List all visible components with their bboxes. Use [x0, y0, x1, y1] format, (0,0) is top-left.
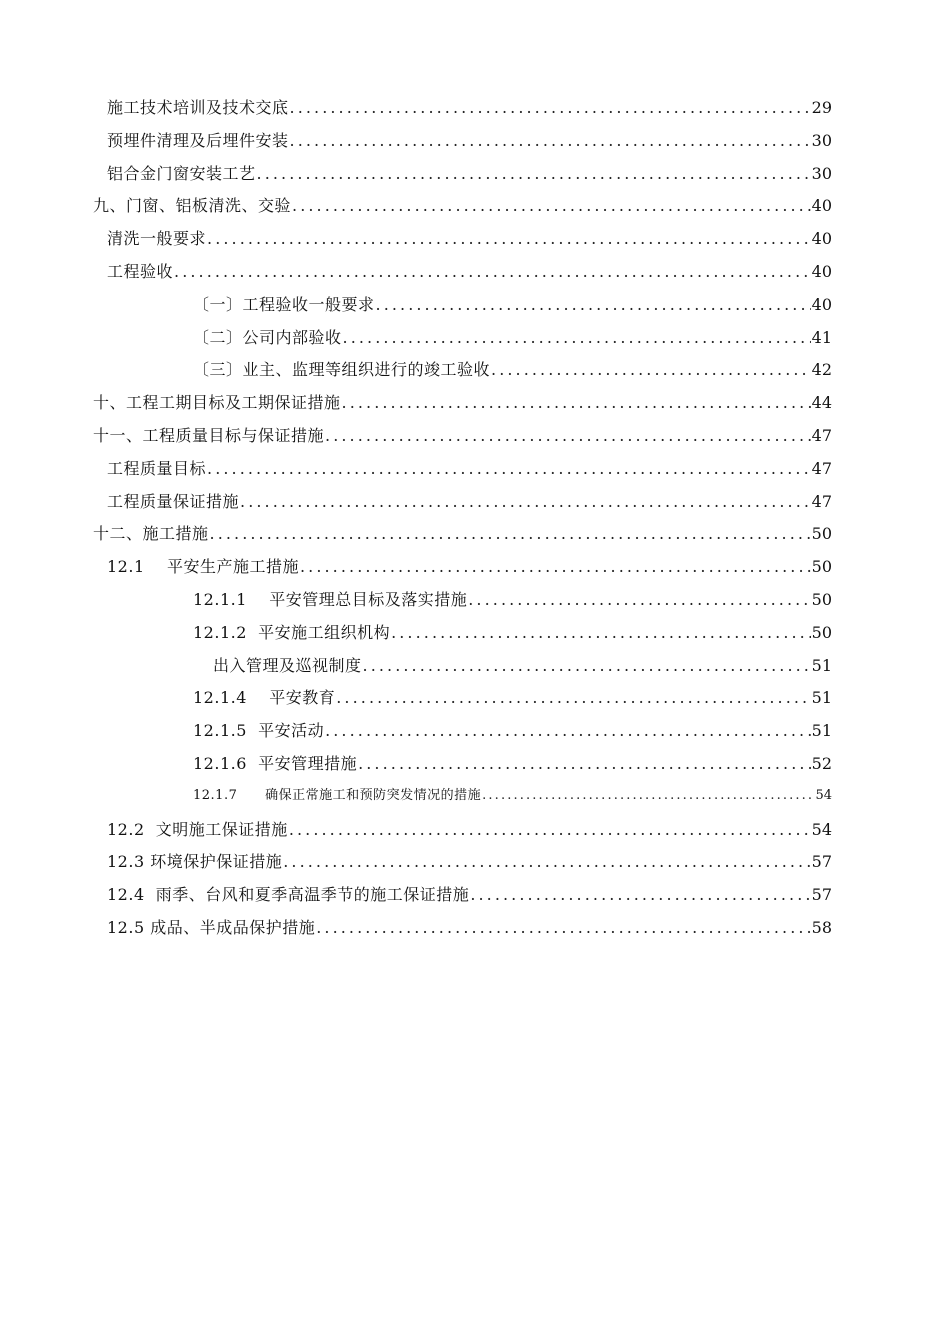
dot-leader: [336, 688, 810, 707]
dot-leader: [283, 852, 810, 871]
dot-leader: [290, 98, 811, 117]
toc-entry-page-number: 30: [811, 130, 832, 150]
toc-entry-title: 铝合金门窗安装工艺: [107, 163, 256, 183]
toc-entry-page-number: 47: [811, 491, 832, 511]
toc-entry-page-number: 51: [811, 721, 832, 741]
toc-entry-page-number: 50: [811, 589, 832, 609]
toc-entry[interactable]: [0, 390, 950, 423]
dot-leader: [491, 360, 811, 379]
toc-entry-title: 12.2 文明施工保证措施: [107, 819, 288, 839]
toc-entry-title: 十、工程工期目标及工期保证措施: [93, 393, 341, 413]
toc-entry[interactable]: [0, 357, 950, 390]
toc-entry-title: 12.1.4 平安教育: [193, 688, 336, 708]
toc-entry[interactable]: [0, 259, 950, 292]
toc-entry-title: 出入管理及巡视制度: [213, 655, 362, 675]
toc-entry-page-number: 54: [811, 819, 832, 839]
toc-entry-title: 清洗一般要求: [107, 229, 207, 249]
toc-entry-page-number: 50: [811, 557, 832, 577]
toc-entry[interactable]: [0, 489, 950, 522]
toc-entry-page-number: 51: [811, 655, 832, 675]
toc-entry[interactable]: [0, 620, 950, 653]
toc-entry-title: 工程质量保证措施: [107, 491, 240, 511]
toc-entry-title: 12.4 雨季、台风和夏季高温季节的施工保证措施: [107, 885, 470, 905]
dot-leader: [174, 262, 811, 281]
dot-leader: [363, 656, 811, 675]
toc-entry-title: 〔二〕公司内部验收: [193, 327, 342, 347]
toc-entry-title: 〔三〕业主、监理等组织进行的竣工验收: [193, 360, 491, 380]
dot-leader: [240, 492, 811, 511]
dot-leader: [300, 557, 811, 576]
toc-entry[interactable]: [0, 587, 950, 620]
toc-entry-page-number: 30: [811, 163, 832, 183]
dot-leader: [470, 885, 810, 904]
toc-entry[interactable]: [0, 882, 950, 915]
toc-entry-page-number: 40: [811, 261, 832, 281]
toc-entry-title: 12.1.1 平安管理总目标及落实措施: [193, 589, 468, 609]
toc-entry[interactable]: [0, 718, 950, 751]
toc-entry-title: 施工技术培训及技术交底: [107, 98, 289, 117]
toc-entry-title: 12.3 环境保护保证措施: [107, 852, 283, 872]
toc-entry[interactable]: [0, 849, 950, 882]
toc-entry[interactable]: [0, 653, 950, 686]
dot-leader: [358, 754, 811, 773]
toc-entry-page-number: 57: [811, 885, 832, 905]
toc-entry[interactable]: [0, 193, 950, 226]
toc-entry[interactable]: [0, 128, 950, 161]
toc-entry[interactable]: [0, 456, 950, 489]
toc-entry-page-number: 54: [815, 787, 832, 803]
dot-leader: [289, 820, 811, 839]
toc-entry-page-number: 57: [811, 852, 832, 872]
toc-entry-page-number: 29: [811, 98, 832, 117]
toc-entry-title: 12.1 平安生产施工措施: [107, 557, 299, 577]
toc-entry-title: 12.5 成品、半成品保护措施: [107, 917, 316, 937]
toc-entry[interactable]: [0, 161, 950, 194]
toc-entry[interactable]: [0, 554, 950, 587]
dot-leader: [207, 229, 811, 248]
dot-leader: [210, 524, 811, 543]
dot-leader: [290, 131, 811, 150]
toc-entry-title: 12.1.5 平安活动: [193, 721, 325, 741]
toc-entry[interactable]: [0, 226, 950, 259]
dot-leader: [468, 590, 810, 609]
toc-entry-page-number: 47: [811, 458, 832, 478]
toc-entry-title: 工程验收: [107, 261, 174, 281]
toc-entry-page-number: 47: [811, 425, 832, 445]
toc-entry-page-number: 51: [811, 688, 832, 708]
toc-entry-title: 九、门窗、铝板清洗、交验: [93, 196, 292, 216]
toc-entry[interactable]: [0, 685, 950, 718]
dot-leader: [391, 623, 811, 642]
toc-entry[interactable]: [0, 95, 950, 128]
toc-entry-page-number: 52: [811, 753, 832, 773]
dot-leader: [482, 788, 814, 803]
toc-entry[interactable]: [0, 784, 950, 817]
toc-entry[interactable]: [0, 915, 950, 948]
dot-leader: [257, 164, 811, 183]
dot-leader: [207, 459, 811, 478]
toc-entry-title: 十二、施工措施: [93, 524, 209, 544]
toc-entry[interactable]: [0, 423, 950, 456]
toc-entry-page-number: 50: [811, 524, 832, 544]
toc-entry-page-number: 42: [811, 360, 832, 380]
toc-entry[interactable]: [0, 521, 950, 554]
toc-entry-title: 12.1.6 平安管理措施: [193, 753, 358, 773]
toc-entry-page-number: 40: [811, 196, 832, 216]
toc-entry-page-number: 40: [811, 294, 832, 314]
toc-entry[interactable]: [0, 751, 950, 784]
toc-entry-title: 十一、工程质量目标与保证措施: [93, 425, 325, 445]
dot-leader: [376, 295, 811, 314]
toc-entry-title: 预埋件清理及后埋件安装: [107, 130, 289, 150]
toc-entry-title: 工程质量目标: [107, 458, 207, 478]
dot-leader: [325, 721, 811, 740]
dot-leader: [316, 918, 810, 937]
toc-entry-page-number: 58: [811, 917, 832, 937]
table-of-contents: [0, 95, 950, 948]
dot-leader: [325, 426, 811, 445]
toc-entry-page-number: 40: [811, 229, 832, 249]
toc-entry[interactable]: [0, 292, 950, 325]
toc-entry-page-number: 41: [811, 327, 832, 347]
toc-entry-page-number: 50: [811, 622, 832, 642]
toc-entry-page-number: 44: [811, 393, 832, 413]
toc-entry-title: 12.1.7 确保正常施工和预防突发情况的措施: [193, 787, 482, 803]
toc-entry[interactable]: [0, 817, 950, 850]
toc-entry-title: 12.1.2 平安施工组织机构: [193, 622, 391, 642]
dot-leader: [342, 393, 811, 412]
toc-entry[interactable]: [0, 325, 950, 358]
dot-leader: [343, 328, 811, 347]
dot-leader: [292, 196, 811, 215]
toc-entry-title: 〔一〕工程验收一般要求: [193, 294, 375, 314]
